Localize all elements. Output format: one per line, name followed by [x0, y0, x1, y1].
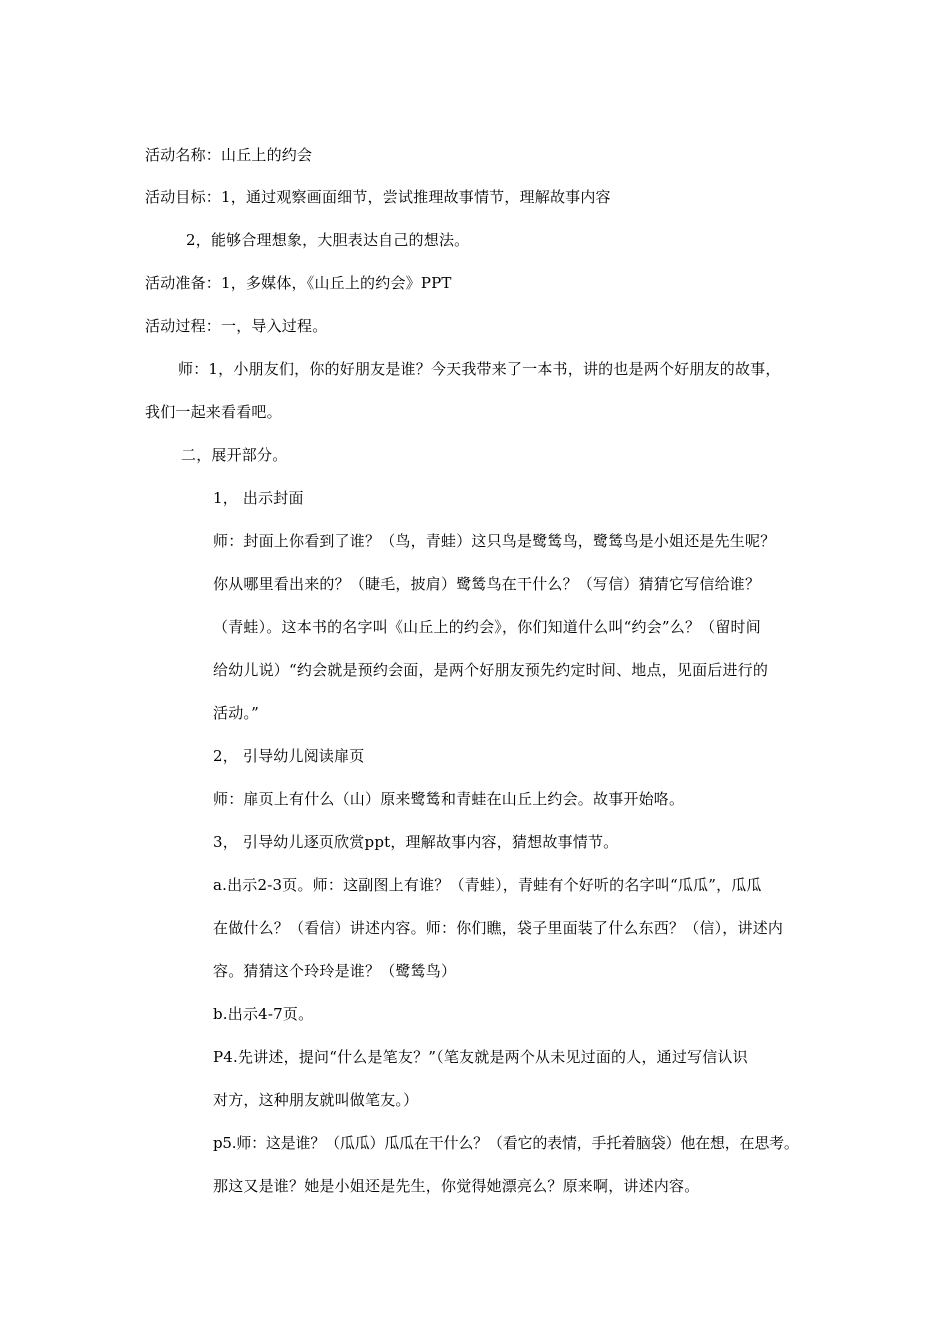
activity-preparation-line: 活动准备：1，多媒体，《山丘上的约会》PPT [145, 274, 452, 292]
p4-line-2: 对方，这种朋友就叫做笔友。） [213, 1091, 419, 1109]
step-1-line-3: （青蛙）。这本书的名字叫《山丘上的约会》，你们知道什么叫“约会”么？（留时间 [213, 618, 761, 636]
activity-process-line: 活动过程：一，导入过程。 [145, 317, 328, 335]
p5-line-1: p5.师：这是谁？（瓜瓜）瓜瓜在干什么？（看它的表情，手托着脑袋）他在想，在思考。 [213, 1134, 799, 1152]
step-2-line-1: 师：扉页上有什么（山）原来鹭鸶和青蛙在山丘上约会。故事开始咯。 [213, 790, 685, 808]
step-2-heading: 2， 引导幼儿阅读扉页 [213, 747, 365, 765]
step-3a-line-3: 容。猜猜这个玲玲是谁？（鹭鸶鸟） [213, 962, 457, 980]
step-1-line-1: 师：封面上你看到了谁？（鸟，青蛙）这只鸟是鹭鸶鸟，鹭鸶鸟是小姐还是先生呢？ [213, 532, 776, 550]
step-1-heading: 1， 出示封面 [213, 489, 304, 507]
p4-line-1: P4.先讲述，提问“什么是笔友？”（笔友就是两个从未见过面的人，通过写信认识 [213, 1048, 748, 1066]
step-3b-heading: b.出示4-7页。 [213, 1005, 314, 1023]
step-3-heading: 3， 引导幼儿逐页欣赏ppt，理解故事内容，猜想故事情节。 [213, 833, 619, 851]
activity-name-line: 活动名称：山丘上的约会 [145, 146, 313, 164]
step-3a-line-2: 在做什么？（看信）讲述内容。师：你们瞧，袋子里面装了什么东西？（信），讲述内 [213, 919, 784, 937]
activity-goal-line-2: 2，能够合理想象，大胆表达自己的想法。 [186, 231, 470, 249]
step-1-line-2: 你从哪里看出来的？（睫毛，披肩）鹭鸶鸟在干什么？（写信）猜猜它写信给谁？ [213, 575, 761, 593]
step-1-line-4: 给幼儿说）“约会就是预约会面，是两个好朋友预先约定时间、地点，见面后进行的 [213, 661, 769, 679]
step-1-line-5: 活动。” [213, 704, 259, 722]
p5-line-2: 那这又是谁？她是小姐还是先生，你觉得她漂亮么？原来啊，讲述内容。 [213, 1177, 700, 1195]
activity-goal-line-1: 活动目标：1，通过观察画面细节，尝试推理故事情节，理解故事内容 [145, 188, 611, 206]
section-two-heading: 二，展开部分。 [181, 446, 288, 464]
intro-teacher-line-2: 我们一起来看看吧。 [145, 403, 282, 421]
intro-teacher-line-1: 师：1，小朋友们，你的好朋友是谁？今天我带来了一本书，讲的也是两个好朋友的故事， [178, 360, 781, 378]
step-3a-line-1: a.出示2-3页。师：这副图上有谁？（青蛙），青蛙有个好听的名字叫“瓜瓜”，瓜瓜 [213, 876, 762, 894]
